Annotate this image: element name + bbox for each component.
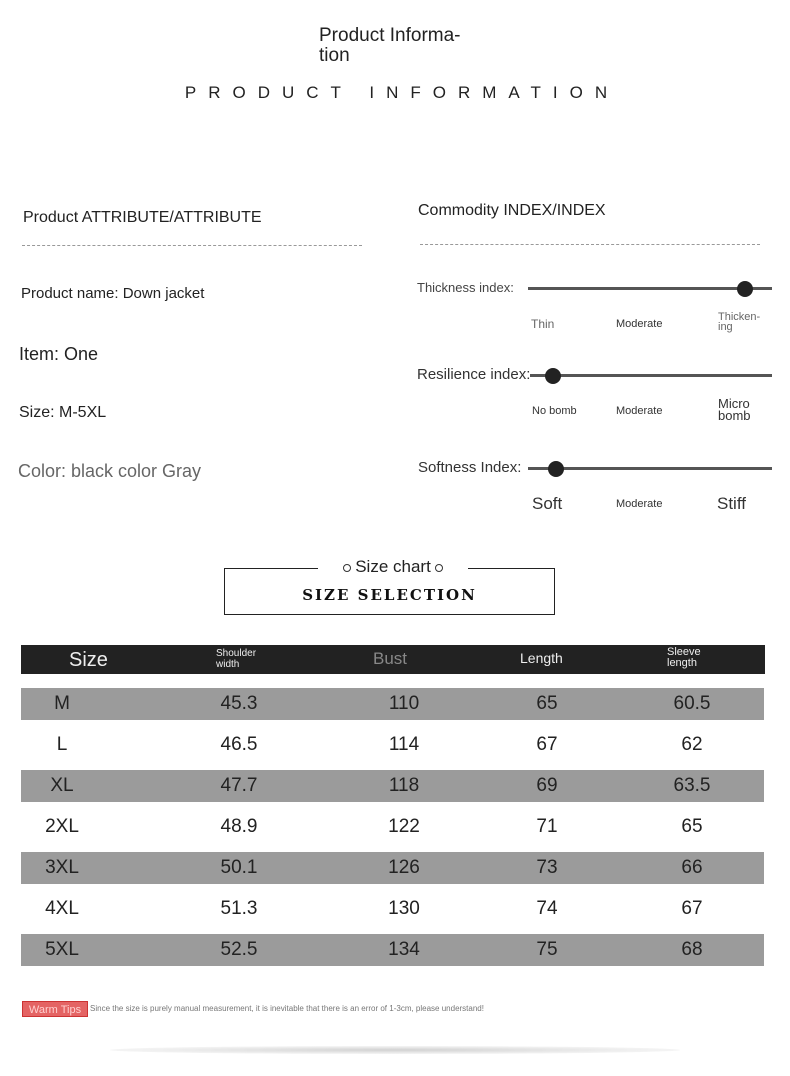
- header-shoulder-width: Shoulder width: [216, 648, 257, 670]
- softness-track: [528, 467, 772, 470]
- item-count: Item: One: [19, 344, 99, 364]
- cell-shoulder-width: 46.5: [220, 734, 258, 755]
- cell-length: 73: [536, 857, 558, 878]
- resilience-index-label: Resilience index:: [417, 366, 531, 383]
- cell-sleeve-length: 63.5: [673, 775, 711, 796]
- size-range: Size: M-5XL: [19, 404, 107, 421]
- thickness-track: [528, 287, 772, 290]
- cell-length: 75: [536, 939, 558, 960]
- index-divider: [420, 244, 760, 245]
- cell-size: 5XL: [45, 939, 79, 960]
- attribute-heading: Product ATTRIBUTE/ATTRIBUTE: [23, 209, 262, 226]
- table-row: [21, 934, 764, 966]
- cell-shoulder-width: 52.5: [220, 939, 258, 960]
- attribute-divider: [22, 245, 362, 246]
- thickness-knob: [737, 281, 753, 297]
- bottom-shadow: [110, 1046, 680, 1054]
- cell-sleeve-length: 68: [681, 939, 703, 960]
- size-chart-title: [318, 557, 468, 577]
- cell-size: M: [54, 693, 70, 714]
- warm-tips-tag: Warm Tips: [22, 1001, 88, 1017]
- page-title: Product Informa- tion: [319, 25, 461, 66]
- softness-index-label: Softness Index:: [418, 459, 522, 476]
- thickness-scale-low: Thin: [531, 317, 555, 331]
- ring-left-icon: [343, 564, 351, 572]
- resilience-knob: [545, 368, 561, 384]
- cell-sleeve-length: 67: [681, 898, 703, 919]
- cell-size: 2XL: [45, 816, 79, 837]
- header-bust: Bust: [373, 649, 408, 668]
- header-sleeve-length: Sleeve length: [667, 646, 701, 669]
- size-chart-title-text: Size chart: [355, 557, 431, 576]
- cell-sleeve-length: 66: [681, 857, 703, 878]
- cell-bust: 130: [388, 898, 420, 919]
- cell-bust: 118: [388, 775, 420, 796]
- thickness-scale-high: Thicken- ing: [718, 311, 761, 333]
- table-row: [21, 852, 764, 884]
- header-size: Size: [69, 649, 108, 671]
- softness-scale-high: Stiff: [717, 494, 746, 513]
- cell-size: 3XL: [45, 857, 79, 878]
- cell-bust: 114: [388, 734, 420, 755]
- cell-size: XL: [50, 775, 74, 796]
- header-length: Length: [520, 650, 563, 666]
- cell-length: 71: [536, 816, 558, 837]
- cell-length: 67: [536, 734, 558, 755]
- index-heading: Commodity INDEX/INDEX: [418, 202, 606, 219]
- softness-knob: [548, 461, 564, 477]
- cell-length: 74: [536, 898, 558, 919]
- table-row: [21, 811, 764, 843]
- product-name: Product name: Down jacket: [21, 285, 205, 302]
- size-selection-label: SIZE SELECTION: [302, 586, 477, 604]
- cell-sleeve-length: 65: [681, 816, 703, 837]
- table-row: [21, 729, 764, 761]
- cell-shoulder-width: 50.1: [220, 857, 258, 878]
- resilience-scale-mid: Moderate: [616, 405, 663, 417]
- page-subtitle: PRODUCT INFORMATION: [184, 83, 620, 102]
- cell-size: L: [56, 734, 68, 755]
- ring-right-icon: [435, 564, 443, 572]
- cell-shoulder-width: 47.7: [220, 775, 258, 796]
- table-row: [21, 688, 764, 720]
- cell-shoulder-width: 51.3: [220, 898, 258, 919]
- thickness-index-label: Thickness index:: [417, 280, 514, 295]
- warm-tips-text: Since the size is purely manual measurement, it is inevitable that there is an error of 1-3cm, please understand!: [90, 1004, 484, 1013]
- resilience-scale-high: Micro bomb: [718, 396, 751, 423]
- cell-bust: 126: [388, 857, 420, 878]
- cell-length: 69: [536, 775, 558, 796]
- table-row: [21, 770, 764, 802]
- thickness-scale-mid: Moderate: [616, 318, 663, 330]
- cell-bust: 122: [388, 816, 420, 837]
- table-row: [21, 893, 764, 925]
- cell-bust: 110: [388, 693, 420, 714]
- size-table-header: [21, 645, 765, 674]
- cell-shoulder-width: 48.9: [220, 816, 258, 837]
- resilience-scale-low: No bomb: [532, 405, 577, 417]
- cell-size: 4XL: [45, 898, 79, 919]
- cell-length: 65: [536, 693, 558, 714]
- color-options: Color: black color Gray: [18, 461, 202, 481]
- cell-bust: 134: [388, 939, 420, 960]
- cell-sleeve-length: 62: [681, 734, 703, 755]
- resilience-track: [530, 374, 772, 377]
- softness-scale-low: Soft: [532, 494, 563, 513]
- cell-sleeve-length: 60.5: [673, 693, 711, 714]
- cell-shoulder-width: 45.3: [220, 693, 258, 714]
- softness-scale-mid: Moderate: [616, 498, 663, 510]
